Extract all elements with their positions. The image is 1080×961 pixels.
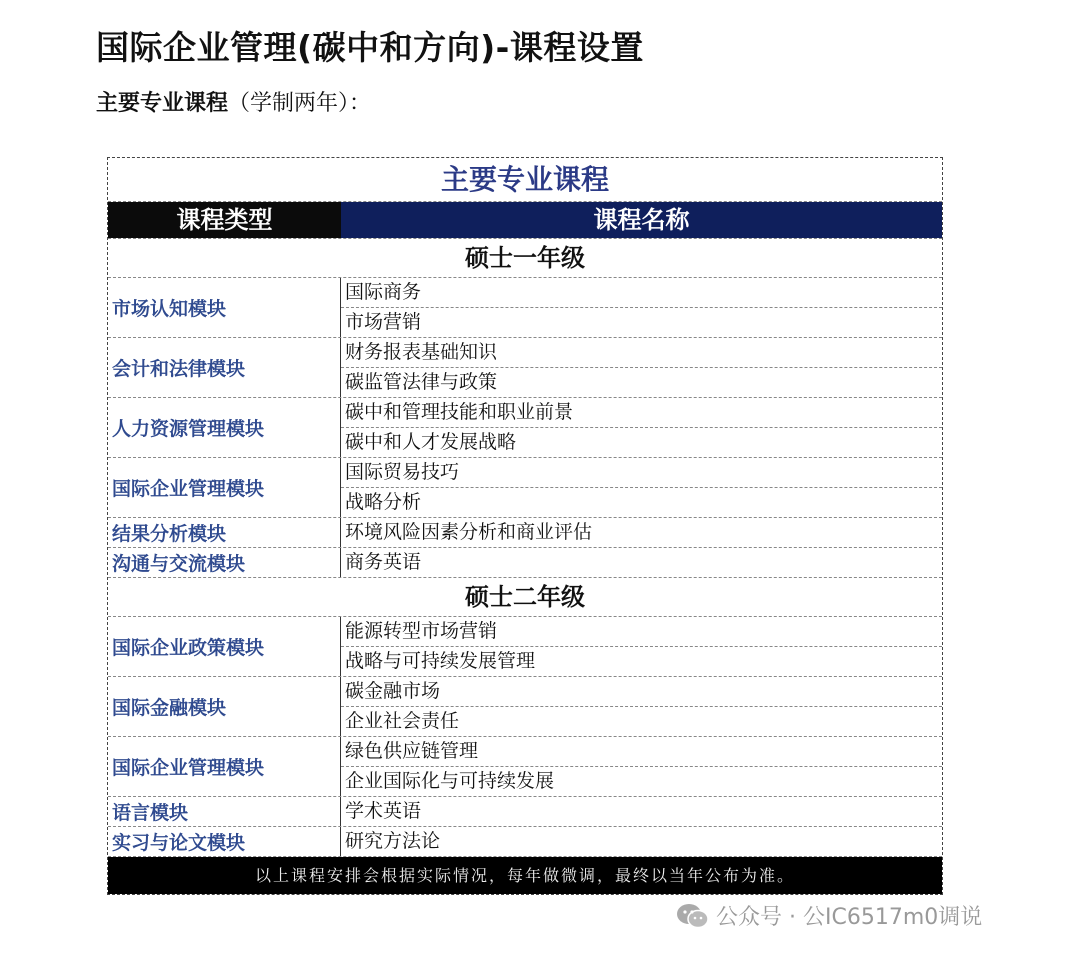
course-name: 国际商务 (345, 281, 422, 303)
module-name: 人力资源管理模块 (108, 398, 341, 457)
course-name: 市场营销 (341, 307, 942, 337)
wechat-icon (676, 902, 710, 930)
table-row (108, 677, 942, 737)
table-row (108, 458, 942, 518)
table-footer-note: 以上课程安排会根据实际情况，每年做微调，最终以当年公布为准。 (108, 857, 942, 894)
table-row (108, 827, 942, 857)
module-name: 语言模块 (108, 797, 341, 826)
page-subtitle (96, 86, 371, 117)
table-row (108, 617, 942, 677)
course-list (341, 398, 942, 457)
course-list (341, 338, 942, 397)
module-name: 国际企业政策模块 (108, 617, 341, 676)
module-name: 结果分析模块 (108, 518, 341, 547)
table-header (108, 202, 942, 238)
course-name: 环境风险因素分析和商业评估 (345, 521, 593, 543)
course-name: 学术英语 (345, 800, 422, 822)
table-row (108, 338, 942, 398)
subtitle-rest: （学制两年）： (228, 91, 372, 116)
course-name: 研究方法论 (345, 830, 441, 852)
course-name: 商务英语 (345, 551, 422, 573)
course-name: 绿色供应链管理 (345, 740, 479, 762)
year1-label: 硕士一年级 (108, 238, 942, 278)
table-title: 主要专业课程 (108, 158, 942, 202)
table-row (108, 398, 942, 458)
course-name: 碳金融市场 (345, 680, 441, 702)
course-name: 碳中和人才发展战略 (341, 427, 942, 457)
watermark (676, 900, 982, 931)
page-title: 国际企业管理(碳中和方向)-课程设置 (96, 28, 644, 67)
header-course-type: 课程类型 (108, 202, 341, 238)
course-name: 国际贸易技巧 (345, 461, 460, 483)
course-list (341, 278, 942, 337)
course-list (341, 677, 942, 736)
year2-label: 硕士二年级 (108, 578, 942, 617)
subtitle-bold: 主要专业课程 (96, 91, 229, 116)
course-list (341, 458, 942, 517)
watermark-text: 公众号 · 公IC6517m0调说 (716, 905, 983, 930)
course-name: 战略与可持续发展管理 (341, 646, 942, 676)
table-row (108, 278, 942, 338)
course-name: 碳监管法律与政策 (341, 367, 942, 397)
course-name: 战略分析 (341, 487, 942, 517)
table-row (108, 737, 942, 797)
module-name: 沟通与交流模块 (108, 548, 341, 577)
course-table (107, 157, 943, 895)
module-name: 实习与论文模块 (108, 827, 341, 856)
module-name: 国际企业管理模块 (108, 737, 341, 796)
header-course-name: 课程名称 (341, 202, 942, 238)
course-list (341, 737, 942, 796)
course-name: 企业社会责任 (341, 706, 942, 736)
year2-rows (108, 617, 942, 857)
course-list (341, 548, 942, 577)
course-list (341, 827, 942, 856)
course-list (341, 518, 942, 547)
course-name: 企业国际化与可持续发展 (341, 766, 942, 796)
table-row (108, 518, 942, 548)
course-name: 碳中和管理技能和职业前景 (345, 401, 574, 423)
course-list (341, 617, 942, 676)
course-name: 能源转型市场营销 (345, 620, 498, 642)
course-name: 财务报表基础知识 (345, 341, 498, 363)
year1-rows (108, 278, 942, 578)
table-row (108, 548, 942, 578)
module-name: 市场认知模块 (108, 278, 341, 337)
course-list (341, 797, 942, 826)
module-name: 国际企业管理模块 (108, 458, 341, 517)
table-row (108, 797, 942, 827)
module-name: 会计和法律模块 (108, 338, 341, 397)
module-name: 国际金融模块 (108, 677, 341, 736)
